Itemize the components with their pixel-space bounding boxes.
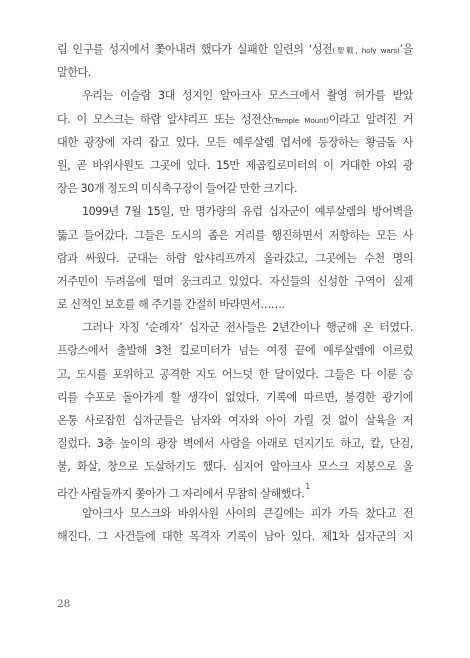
line-text: 고, 도시를 포위하고 공격한 지도 어느덧 한 달이었다. 그들은 다 이룬 승: [57, 367, 413, 381]
line-text: 원, 곧 바위사원도 그곳에 있다. 15만 제곱킬로미터의 이 거대한 야외 광: [57, 158, 413, 172]
text-line: [57, 339, 413, 362]
page-number: 28: [57, 598, 71, 610]
line-text: 다. 이 모스크는 하람 알샤리프 또는 성전산: [57, 112, 272, 126]
text-line: [57, 154, 413, 177]
text-line: [57, 38, 413, 61]
text-line: [57, 386, 413, 409]
text-line: [57, 363, 413, 386]
text-line: [57, 455, 413, 478]
line-text: 해진다. 그 사건들에 대한 목격자 기록이 남아 있다. 제1차 십자군의 지: [57, 529, 413, 543]
line-text: 거주민이 두려움에 떨며 웅크리고 있었다. 자신들의 신성한 구역이 실제: [57, 274, 413, 288]
text-line: [57, 316, 413, 339]
footnote-marker: 1: [305, 481, 310, 491]
line-text: 질렀다. 3층 높이의 광장 벽에서 사람을 아래로 던지기도 하고, 칼, 단검,: [57, 437, 413, 451]
text-line: [57, 270, 413, 293]
text-line: [57, 502, 413, 525]
line-text: 알아크사 모스크와 바위사원 사이의 큰길에는 피가 가득 찼다고 전: [82, 506, 413, 520]
line-text: 라간 사람들까지 쫓아가 그 자리에서 무참히 살해했다.: [57, 487, 305, 501]
text-line: [57, 409, 413, 432]
line-text-continued: 이라고 알려진 거: [328, 112, 413, 126]
text-line: [57, 131, 413, 154]
body-text: [57, 38, 413, 548]
line-text: 뚫고 들어갔다. 그들은 도시의 좁은 거리를 행진하면서 저항하는 모든 사: [57, 228, 413, 242]
line-text: 그러나 자칭 ‘순례자’ 십자군 전사들은 2년간이나 행군해 온 터였다.: [82, 321, 413, 335]
text-line: [57, 479, 413, 502]
line-text: 장은 30개 정도의 미식축구장이 들어갈 만한 크기다.: [57, 182, 298, 196]
text-line: [57, 224, 413, 247]
line-text: 불, 화살, 창으로 도살하기도 했다. 심지어 알아크사 모스크 지붕으로 올: [57, 460, 413, 474]
text-line: [57, 61, 413, 84]
line-text: 온통 사로잡힌 십자군들은 남자와 여자와 아이 가릴 것 없이 살육을 저: [57, 414, 413, 427]
text-line: [57, 293, 413, 316]
text-line: [57, 177, 413, 200]
line-text: 람과 싸웠다. 군대는 하람 알샤리프까지 올라갔고, 그곳에는 수천 명의: [57, 251, 413, 265]
line-text: 리를 수포로 돌아가게 할 생각이 없었다. 기록에 따르면, 불경한 광기에: [57, 390, 413, 404]
line-text: 림 인구를 성지에서 쫓아내려 했다가 실패한 일련의 ‘성전: [57, 43, 333, 56]
text-line: [57, 432, 413, 455]
line-text: 로 신적인 보호를 해 주기를 간절히 바라면서…….: [57, 298, 285, 312]
inline-gloss: (聖戰, holy wars): [332, 46, 400, 55]
text-line: [57, 200, 413, 223]
text-line: [57, 247, 413, 270]
line-text: 우리는 이슬람 3대 성지인 알아크사 모스크에서 촬영 허가를 받았: [82, 89, 413, 103]
text-line: [57, 84, 413, 107]
text-line: [57, 108, 413, 131]
inline-gloss: (Temple Mount): [271, 115, 329, 125]
line-text-continued: ’을: [399, 43, 414, 56]
line-text: 1099년 7월 15일, 만 명가량의 유럽 십자군이 예루살렘의 방어벽을: [82, 205, 413, 219]
line-text: 대한 광장에 자리 잡고 있다. 모든 예루살렘 엽서에 등장하는 황금돔 사: [57, 135, 413, 149]
line-text: 프랑스에서 출발해 3천 킬로미터가 넘는 여정 끝에 예루살렘에 이르렀: [57, 344, 413, 358]
text-line: [57, 525, 413, 548]
line-text: 말한다.: [57, 66, 91, 80]
